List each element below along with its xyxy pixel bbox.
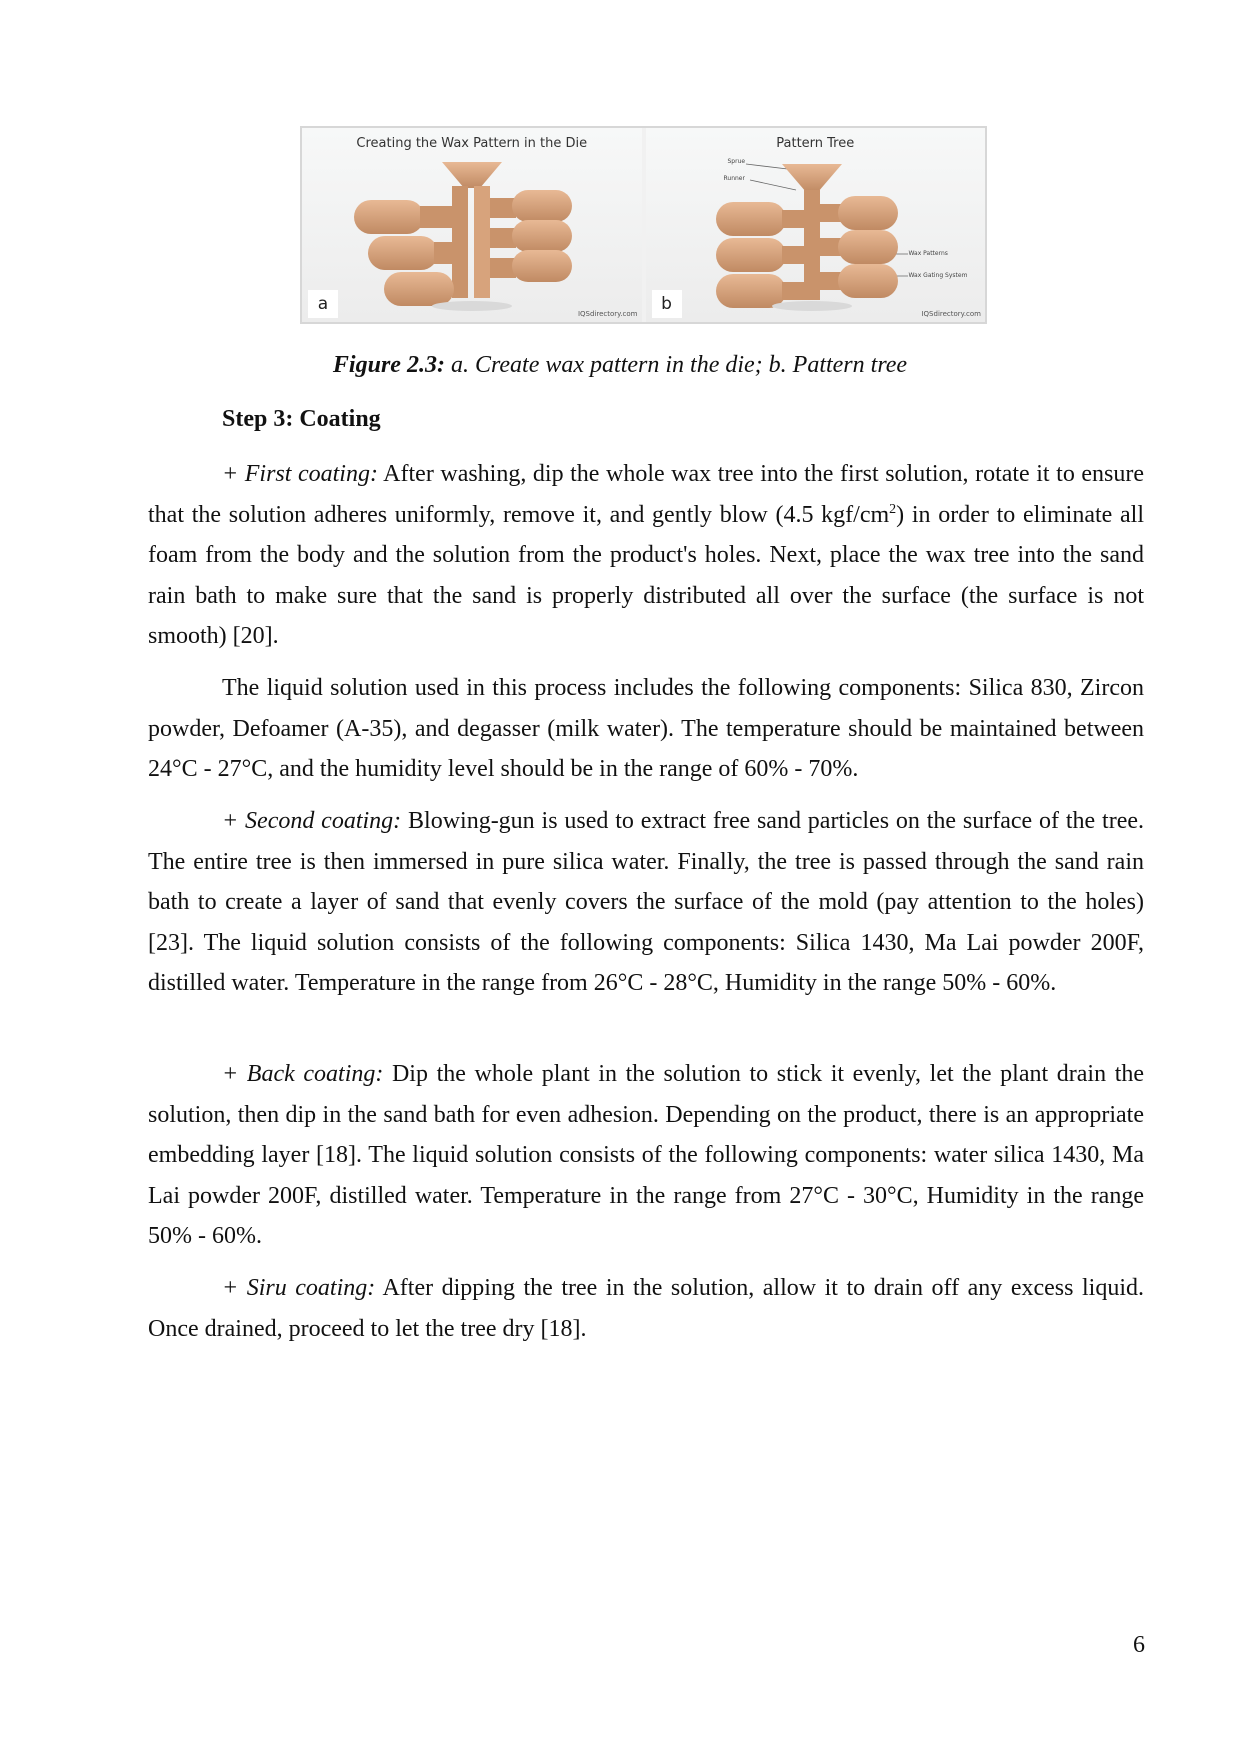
figure-panel-a — [302, 128, 642, 322]
paragraph-second-coating — [148, 801, 1144, 1004]
figure-caption-text: a. Create wax pattern in the die; b. Pattern tree — [444, 352, 908, 378]
panel-a-credit: IQSdirectory.com — [577, 310, 638, 318]
figure-panel-b — [646, 128, 986, 322]
label-sprue: Sprue — [727, 158, 746, 165]
second-coating-lead: + Second coating: — [222, 808, 402, 834]
panel-b-credit: IQSdirectory.com — [921, 310, 981, 318]
page-number: 6 — [1133, 1632, 1145, 1658]
panel-b-letter: b — [652, 290, 682, 318]
figure-2-3 — [300, 126, 987, 324]
section-heading: Step 3: Coating — [222, 406, 381, 432]
first-coating-text-b: ) in order to eliminate all foam from the body and the solution from the product's holes. Next, place the wax tree into the sand rain bath to make sure that the sand is properly distributed all over the surface (the surface is not smooth) [20]. — [148, 501, 1145, 649]
siru-coating-text: After dipping the tree in the solution, allow it to drain off any excess liquid. Once drained, proceed to let the tree dry [18]. — [148, 1275, 1144, 1342]
paragraph-liquid-solution: The liquid solution used in this process includes the following components: Silica 830, Zircon powder, Defoamer (A-35), and degasser (milk water). The temperature should be maintained between 24°C - 27°C, and the humidity level should be in the range of 60% - 70%. — [148, 675, 1144, 782]
paragraph-first-coating — [148, 454, 1144, 657]
label-runner: Runner — [723, 175, 745, 182]
superscript-2: 2 — [889, 501, 897, 517]
paragraph-siru-coating — [148, 1268, 1144, 1349]
wax-die-illustration — [302, 128, 642, 322]
back-coating-text: Dip the whole plant in the solution to stick it evenly, let the plant drain the solution, then dip in the sand bath for even adhesion. Depending on the product, there is an appropriate embedding layer [18]. The liquid solution consists of the following components: water silica 1430, Ma Lai powder 200F, distilled water. Temperature in the range from 27°C - 30°C, Humidity in the range 50% - 60%. — [148, 1061, 1145, 1249]
back-coating-lead: + Back coating: — [222, 1061, 384, 1087]
label-wax-gating-system: Wax Gating System — [908, 272, 968, 279]
panel-a-letter: a — [308, 290, 338, 318]
pattern-tree-illustration — [646, 128, 986, 322]
figure-caption — [0, 352, 1240, 379]
second-coating-text: Blowing-gun is used to extract free sand particles on the surface of the tree. The entire tree is then immersed in pure silica water. Finally, the tree is passed through the sand rain bath to create a layer of sand that evenly covers the surface of the mold (pay attention to the holes) [23]. The liquid solution consists of the following components: Silica 1430, Ma Lai powder 200F, distilled water. Temperature in the range from 26°C - 28°C, Humidity in the range 50% - 60%. — [148, 808, 1145, 996]
label-wax-patterns: Wax Patterns — [908, 250, 948, 257]
first-coating-lead: + First coating: — [222, 461, 378, 487]
panel-a-title: Creating the Wax Pattern in the Die — [356, 136, 588, 151]
siru-coating-lead: + Siru coating: — [222, 1275, 376, 1301]
figure-caption-label: Figure 2.3: — [332, 352, 445, 378]
panel-b-title: Pattern Tree — [776, 136, 855, 151]
paragraph-back-coating — [148, 1054, 1144, 1257]
first-coating-text-a: After washing, dip the whole wax tree into the first solution, rotate it to ensure that the solution adheres uniformly, remove it, and gently blow (4.5 kgf/cm — [148, 461, 1144, 528]
